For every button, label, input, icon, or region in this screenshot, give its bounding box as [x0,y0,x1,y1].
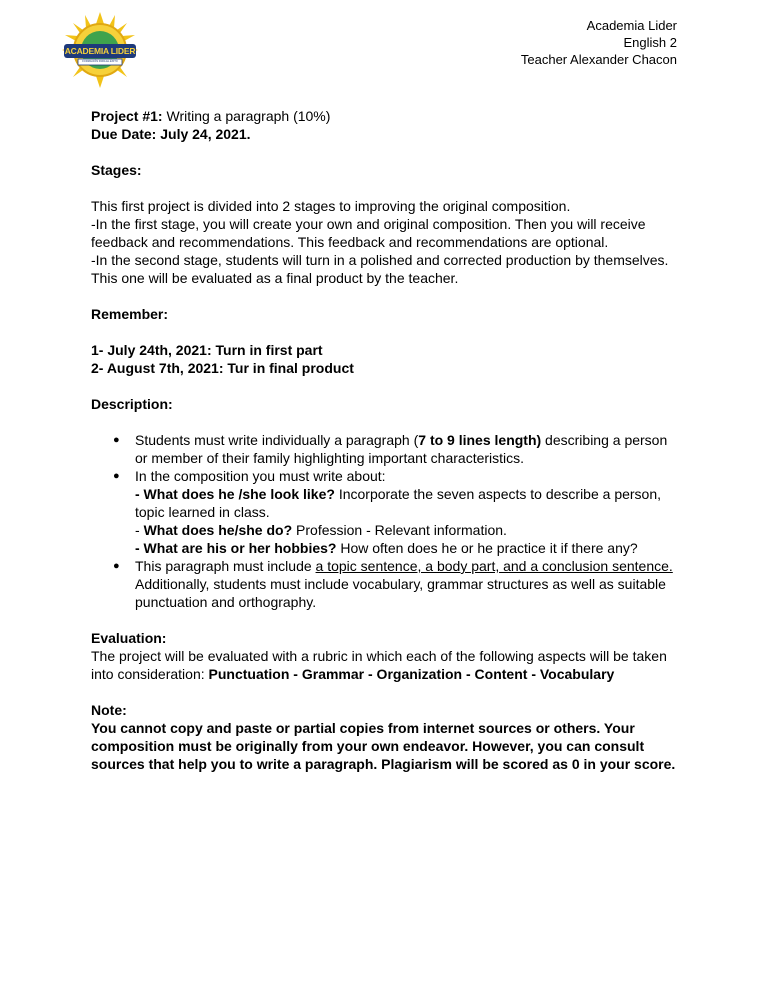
document-body [91,107,681,773]
stages-heading-text: Stages: [91,162,142,178]
project-title-text: Writing a paragraph (10%) [162,108,331,124]
b1-bold: 7 to 9 lines length) [418,432,542,448]
project-label: Project #1: [91,108,163,124]
due-date [91,125,681,143]
question-look [135,485,681,521]
header [521,17,677,68]
header-teacher: Teacher Alexander Chacon [520,52,677,67]
b3-underline: a topic sentence, a body part, and a conclusion sentence. [315,558,673,574]
question-do [135,521,681,539]
b1-post: describing a person or member of their family highlighting important characteristics. [135,432,668,466]
q2-bold: What does he/she do? [143,522,293,538]
bullet-icon: ● [113,434,120,446]
q2-pre: - [135,522,144,538]
header-school: Academia Lider [586,18,677,33]
q1-text: Incorporate the seven aspects to describe a person, topic learned in class. [135,486,662,520]
logo-subtext: FORMACIÓN PARA EL ÉXITO [82,60,118,63]
bullet-icon: ● [113,560,120,572]
evaluation-criteria: Punctuation - Grammar - Organization - Content - Vocabulary [208,666,615,682]
note-heading-text: Note: [91,702,127,718]
evaluation-heading-text: Evaluation: [91,630,167,646]
stages-intro: This first project is divided into 2 stages to improving the original composition. [91,198,571,214]
note-text-body: You cannot copy and paste or partial copies from internet sources or others. Your composition must be originally from your own endeavor. However, you can consult sources that help you to write a paragraph. Plagiarism will be scored as 0 in your score. [91,720,676,772]
q3-text: How often does he or he practice it if there any? [336,540,638,556]
description-bullet-1 [91,431,681,467]
q3-bold: - What are his or her hobbies? [135,540,337,556]
stages-first: -In the first stage, you will create your own and original composition. Then you will receive feedback and recommendations. This feedback and recommendations are optional. [91,216,646,250]
description-list [91,431,681,611]
header-course: English 2 [623,35,677,50]
description-heading-text: Description: [91,396,173,412]
description-bullet-2 [91,467,681,557]
bullet-icon: ● [113,470,120,482]
remember-item-1-text: 1- July 24th, 2021: Turn in first part [91,342,323,358]
remember-item-2 [91,359,681,377]
description-heading [91,395,681,413]
remember-heading [91,305,681,323]
logo-text: ACADEMIA LIDER [64,46,136,56]
evaluation-text-body: The project will be evaluated with a rubric in which each of the following aspects will be taken into consideration: [91,648,667,682]
remember-item-2-text: 2- August 7th, 2021: Tur in final product [91,360,354,376]
q2-text: Profession - Relevant information. [292,522,507,538]
remember-item-1 [91,341,681,359]
stages-heading [91,161,681,179]
remember-heading-text: Remember: [91,306,169,322]
note-text [91,719,681,773]
b3-pre: This paragraph must include [135,558,316,574]
stages-second: -In the second stage, students will turn in a polished and corrected production by themselves. This one will be evaluated as a final product by the teacher. [91,252,669,286]
q1-bold: - What does he /she look like? [135,486,335,502]
due-date-label: Due Date: July 24, 2021. [91,126,251,142]
evaluation-heading [91,629,681,647]
project-title [91,107,681,125]
b1-pre: Students must write individually a paragraph ( [135,432,419,448]
description-bullet-3 [91,557,681,611]
note-heading [91,701,681,719]
academia-lider-logo [60,10,140,90]
question-hobbies [135,539,681,557]
b3-post: Additionally, students must include vocabulary, grammar structures as well as suitable punctuation and orthography. [135,576,666,610]
b2-intro: In the composition you must write about: [135,468,386,484]
evaluation-text [91,647,681,683]
